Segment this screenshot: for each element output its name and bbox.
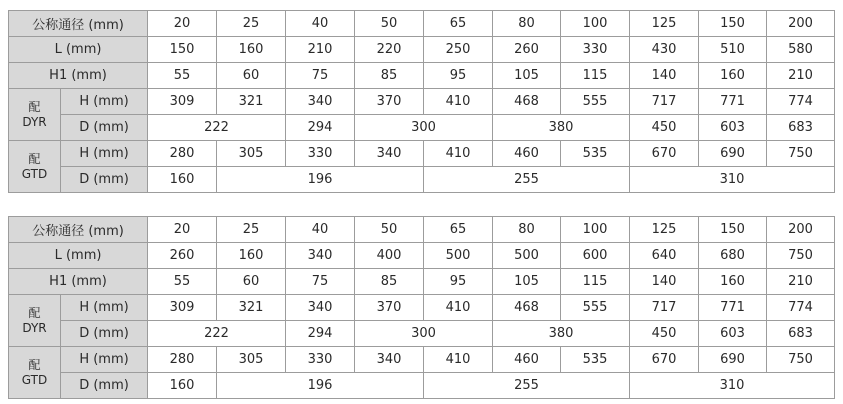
cell: 65 (424, 217, 493, 243)
cell: 305 (217, 347, 286, 373)
row-label: H1 (mm) (9, 269, 148, 295)
group-char: 配 (28, 99, 41, 114)
cell: 160 (148, 373, 217, 399)
cell: 410 (424, 141, 493, 167)
cell: 260 (148, 243, 217, 269)
cell: 294 (286, 115, 355, 141)
cell: 500 (493, 243, 561, 269)
cell: 340 (286, 243, 355, 269)
h1-row (9, 269, 835, 295)
cell: 309 (148, 295, 217, 321)
gtd-d-row (9, 167, 835, 193)
cell: 717 (630, 89, 699, 115)
cell: 683 (767, 115, 835, 141)
cell: 20 (148, 11, 217, 37)
dn-row (9, 11, 835, 37)
group-label-gtd (9, 141, 61, 193)
group-char: 配 (28, 357, 41, 372)
row-label: 公称通径 (mm) (9, 217, 148, 243)
cell: 115 (561, 269, 630, 295)
cell: 200 (767, 11, 835, 37)
row-label: H (mm) (61, 141, 148, 167)
gtd-h-row (9, 347, 835, 373)
group-name: GTD (21, 166, 48, 181)
cell: 410 (424, 295, 493, 321)
cell: 80 (493, 11, 561, 37)
cell: 25 (217, 217, 286, 243)
row-label: H (mm) (61, 295, 148, 321)
cell: 410 (424, 347, 493, 373)
cell: 40 (286, 217, 355, 243)
cell: 210 (286, 37, 355, 63)
cell: 468 (493, 89, 561, 115)
cell: 150 (699, 217, 767, 243)
cell: 255 (424, 373, 630, 399)
row-label: H (mm) (61, 347, 148, 373)
cell: 220 (355, 37, 424, 63)
cell: 222 (148, 115, 286, 141)
group-name: DYR (22, 114, 47, 129)
group-name: GTD (21, 372, 48, 387)
row-label: L (mm) (9, 243, 148, 269)
cell: 683 (767, 321, 835, 347)
cell: 50 (355, 217, 424, 243)
cell: 100 (561, 217, 630, 243)
cell: 670 (630, 347, 699, 373)
cell: 340 (286, 89, 355, 115)
cell: 160 (148, 167, 217, 193)
cell: 535 (561, 347, 630, 373)
cell: 294 (286, 321, 355, 347)
cell: 321 (217, 89, 286, 115)
cell: 65 (424, 11, 493, 37)
cell: 115 (561, 63, 630, 89)
cell: 200 (767, 217, 835, 243)
cell: 95 (424, 269, 493, 295)
cell: 460 (493, 347, 561, 373)
cell: 85 (355, 269, 424, 295)
cell: 60 (217, 269, 286, 295)
cell: 750 (767, 347, 835, 373)
cell: 196 (217, 167, 424, 193)
cell: 55 (148, 269, 217, 295)
cell: 85 (355, 63, 424, 89)
group-label-dyr (9, 295, 61, 347)
row-label: H (mm) (61, 89, 148, 115)
row-label: 公称通径 (mm) (9, 11, 148, 37)
cell: 75 (286, 63, 355, 89)
cell: 690 (699, 347, 767, 373)
cell: 140 (630, 63, 699, 89)
cell: 95 (424, 63, 493, 89)
cell: 55 (148, 63, 217, 89)
cell: 210 (767, 63, 835, 89)
l-row (9, 37, 835, 63)
row-label: D (mm) (61, 167, 148, 193)
cell: 75 (286, 269, 355, 295)
cell: 40 (286, 11, 355, 37)
cell: 300 (355, 115, 493, 141)
cell: 105 (493, 63, 561, 89)
dn-row (9, 217, 835, 243)
row-label: H1 (mm) (9, 63, 148, 89)
spec-table-2 (8, 216, 835, 399)
cell: 160 (699, 269, 767, 295)
cell: 222 (148, 321, 286, 347)
cell: 680 (699, 243, 767, 269)
cell: 300 (355, 321, 493, 347)
row-label: L (mm) (9, 37, 148, 63)
cell: 321 (217, 295, 286, 321)
cell: 460 (493, 141, 561, 167)
cell: 468 (493, 295, 561, 321)
cell: 640 (630, 243, 699, 269)
cell: 310 (630, 167, 835, 193)
cell: 400 (355, 243, 424, 269)
cell: 670 (630, 141, 699, 167)
cell: 717 (630, 295, 699, 321)
cell: 555 (561, 295, 630, 321)
group-char: 配 (28, 305, 41, 320)
gtd-h-row (9, 141, 835, 167)
group-label-dyr (9, 89, 61, 141)
dyr-h-row (9, 295, 835, 321)
dyr-d-row (9, 115, 835, 141)
row-label: D (mm) (61, 115, 148, 141)
cell: 160 (217, 243, 286, 269)
cell: 105 (493, 269, 561, 295)
cell: 430 (630, 37, 699, 63)
cell: 196 (217, 373, 424, 399)
cell: 140 (630, 269, 699, 295)
group-name: DYR (22, 320, 47, 335)
cell: 535 (561, 141, 630, 167)
cell: 60 (217, 63, 286, 89)
cell: 210 (767, 269, 835, 295)
gtd-d-row (9, 373, 835, 399)
cell: 370 (355, 295, 424, 321)
cell: 125 (630, 11, 699, 37)
cell: 150 (148, 37, 217, 63)
cell: 305 (217, 141, 286, 167)
cell: 250 (424, 37, 493, 63)
dyr-h-row (9, 89, 835, 115)
cell: 150 (699, 11, 767, 37)
h1-row (9, 63, 835, 89)
cell: 255 (424, 167, 630, 193)
l-row (9, 243, 835, 269)
cell: 340 (286, 295, 355, 321)
spec-table-1 (8, 10, 835, 193)
cell: 750 (767, 141, 835, 167)
cell: 310 (630, 373, 835, 399)
cell: 340 (355, 347, 424, 373)
cell: 690 (699, 141, 767, 167)
cell: 160 (217, 37, 286, 63)
cell: 380 (493, 321, 630, 347)
cell: 160 (699, 63, 767, 89)
cell: 330 (286, 141, 355, 167)
cell: 600 (561, 243, 630, 269)
cell: 340 (355, 141, 424, 167)
cell: 50 (355, 11, 424, 37)
cell: 410 (424, 89, 493, 115)
cell: 603 (699, 321, 767, 347)
cell: 750 (767, 243, 835, 269)
cell: 510 (699, 37, 767, 63)
cell: 774 (767, 89, 835, 115)
cell: 580 (767, 37, 835, 63)
cell: 774 (767, 295, 835, 321)
cell: 309 (148, 89, 217, 115)
cell: 280 (148, 141, 217, 167)
cell: 25 (217, 11, 286, 37)
cell: 370 (355, 89, 424, 115)
row-label: D (mm) (61, 373, 148, 399)
cell: 280 (148, 347, 217, 373)
cell: 771 (699, 295, 767, 321)
row-label: D (mm) (61, 321, 148, 347)
cell: 20 (148, 217, 217, 243)
cell: 500 (424, 243, 493, 269)
cell: 450 (630, 321, 699, 347)
group-label-gtd (9, 347, 61, 399)
cell: 450 (630, 115, 699, 141)
cell: 330 (286, 347, 355, 373)
group-char: 配 (28, 151, 41, 166)
cell: 380 (493, 115, 630, 141)
cell: 330 (561, 37, 630, 63)
cell: 125 (630, 217, 699, 243)
cell: 603 (699, 115, 767, 141)
cell: 80 (493, 217, 561, 243)
cell: 555 (561, 89, 630, 115)
cell: 260 (493, 37, 561, 63)
dyr-d-row (9, 321, 835, 347)
cell: 100 (561, 11, 630, 37)
cell: 771 (699, 89, 767, 115)
